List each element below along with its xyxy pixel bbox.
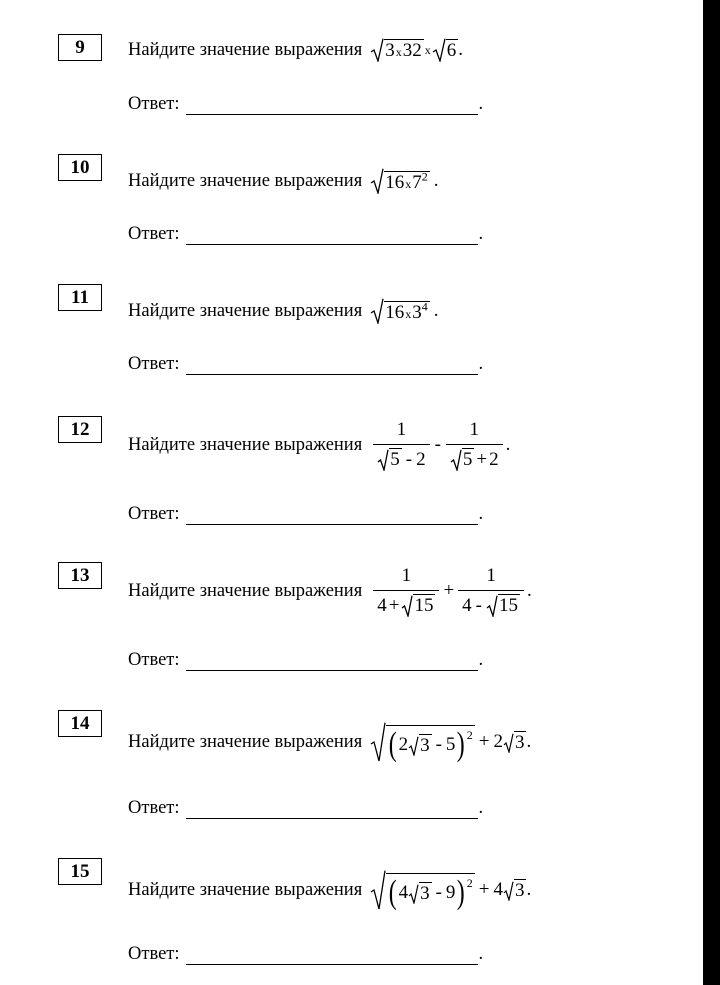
answer-label: Ответ: [128, 798, 180, 818]
answer-label: Ответ: [128, 650, 180, 670]
question-text: Найдите значение выражения [128, 434, 363, 455]
question [128, 870, 531, 910]
answer-row: Ответ: . [128, 504, 484, 524]
answer-label: Ответ: [128, 504, 180, 524]
answer-field[interactable] [186, 230, 478, 245]
fraction: 1 5 + 2 [446, 420, 503, 471]
question [128, 168, 438, 194]
radical: 3x32 [370, 38, 424, 62]
answer-row: Ответ: . [128, 354, 484, 374]
math-expression: $16x3^4$ . [370, 298, 438, 324]
answer-field[interactable] [186, 100, 478, 115]
answer-row: Ответ: . [128, 650, 484, 670]
math-expression: 1 5 - 2 - 1 5 + 2 . [370, 420, 510, 471]
answer-row: Ответ: . [128, 94, 484, 114]
question-text: Найдите значение выражения [128, 300, 363, 321]
question [128, 420, 510, 471]
task-number: 15 [58, 858, 102, 885]
answer-row: Ответ: . [128, 798, 484, 818]
math-expression: ( 2 3 - 5 ) $^2$ + 2 3 . [370, 722, 531, 762]
question [128, 566, 532, 617]
radical: 6 [432, 38, 459, 62]
answer-field[interactable] [186, 950, 478, 965]
answer-field[interactable] [186, 656, 478, 671]
fraction: 1 4 + 15 [373, 566, 439, 617]
task-number: 12 [58, 416, 102, 443]
fraction: 1 4 - 15 [458, 566, 524, 617]
question-text: Найдите значение выражения [128, 170, 363, 191]
question-text: Найдите значение выражения [128, 580, 363, 601]
task-number: 14 [58, 710, 102, 737]
answer-label: Ответ: [128, 94, 180, 114]
task-number: 9 [58, 34, 102, 61]
math-expression: ( 4 3 - 9 ) $^2$ + 4 3 . [370, 870, 531, 910]
question [128, 722, 531, 762]
radical: ( 2 3 - 5 ) $^2$ [370, 722, 474, 762]
answer-field[interactable] [186, 804, 478, 819]
math-expression: $16x7^2$ . [370, 168, 438, 194]
answer-field[interactable] [186, 510, 478, 525]
radical: $16x3^4$ [370, 298, 430, 324]
answer-label: Ответ: [128, 944, 180, 964]
question-text: Найдите значение выражения [128, 39, 363, 60]
answer-label: Ответ: [128, 354, 180, 374]
math-expression: 1 4 + 15 + 1 4 - 15 . [370, 566, 532, 617]
question-text: Найдите значение выражения [128, 731, 363, 752]
answer-row: Ответ: . [128, 944, 484, 964]
radical: ( 4 3 - 9 ) $^2$ [370, 870, 474, 910]
task-number: 11 [58, 284, 102, 311]
radical: $16x7^2$ [370, 168, 430, 194]
question [128, 298, 438, 324]
fraction: 1 5 - 2 [373, 420, 429, 471]
question [128, 38, 463, 62]
answer-field[interactable] [186, 360, 478, 375]
math-expression: 3x32 x 6 . [370, 38, 463, 62]
answer-row: Ответ: . [128, 224, 484, 244]
answer-label: Ответ: [128, 224, 180, 244]
question-text: Найдите значение выражения [128, 879, 363, 900]
task-number: 10 [58, 154, 102, 181]
task-number: 13 [58, 562, 102, 589]
